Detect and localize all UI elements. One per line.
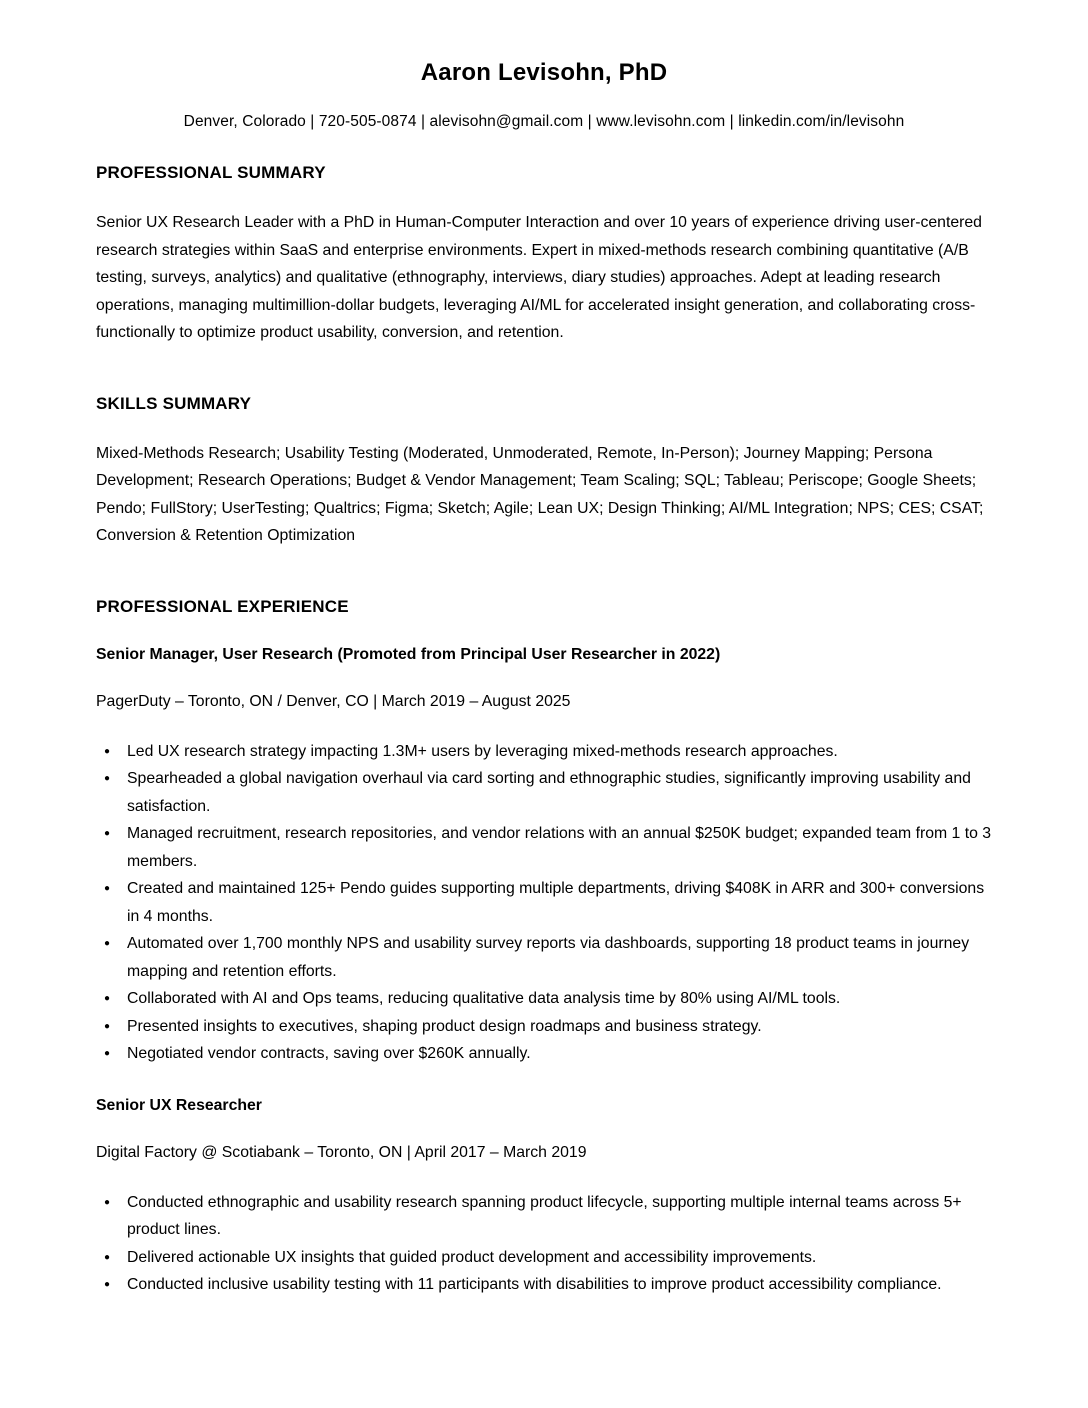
job-bullet-list-scotiabank	[96, 1189, 992, 1299]
bullet-item: ● Conducted ethnographic and usability research spanning product lifecycle, supporting multiple internal teams across 5+ product lines.	[96, 1189, 992, 1244]
job-title-pagerduty: Senior Manager, User Research (Promoted from Principal User Researcher in 2022)	[96, 645, 721, 663]
job-bullet-list-pagerduty	[96, 738, 992, 1068]
bullet-item: ● Managed recruitment, research repositories, and vendor relations with an annual $250K budget; expanded team from 1 to 3 members.	[96, 820, 992, 875]
professional-summary-paragraph: Senior UX Research Leader with a PhD in Human-Computer Interaction and over 10 years of experience driving user-centered research strategies within SaaS and enterprise environments. Expert in mixed-methods research combining quantitative (A/B testing, surveys, analytics) and qualitative (ethnography, interviews, diary studies) approaches. Adept at leading research operations, managing multimillion-dollar budgets, leveraging AI/ML for accelerated insight generation, and collaborating cross-functionally to optimize product usability, conversion, and retention.	[96, 214, 982, 341]
bullet-item: ● Conducted inclusive usability testing with 11 participants with disabilities to improve product accessibility compliance.	[96, 1271, 992, 1299]
bullet-item: ● Automated over 1,700 monthly NPS and usability survey reports via dashboards, supporting 18 product teams in journey mapping and retention efforts.	[96, 930, 992, 985]
contact-line: Denver, Colorado | 720-505-0874 | alevisohn@gmail.com | www.levisohn.com | linkedin.com/in/levisohn	[183, 113, 905, 130]
section-heading-professional-experience: PROFESSIONAL EXPERIENCE	[96, 596, 349, 616]
bullet-item: ● Negotiated vendor contracts, saving over $260K annually.	[96, 1040, 992, 1068]
job-title-scotiabank: Senior UX Researcher	[96, 1096, 262, 1114]
bullet-item: ● Spearheaded a global navigation overhaul via card sorting and ethnographic studies, significantly improving usability and satisfaction.	[96, 765, 992, 820]
bullet-item: ● Presented insights to executives, shaping product design roadmaps and business strategy.	[96, 1013, 992, 1041]
bullet-item: ● Collaborated with AI and Ops teams, reducing qualitative data analysis time by 80% using AI/ML tools.	[96, 985, 992, 1013]
job-meta-pagerduty: PagerDuty – Toronto, ON / Denver, CO | March 2019 – August 2025	[96, 692, 571, 710]
bullet-item: ● Delivered actionable UX insights that guided product development and accessibility improvements.	[96, 1244, 992, 1272]
section-heading-professional-summary: PROFESSIONAL SUMMARY	[96, 163, 326, 182]
resume-name: Aaron Levisohn, PhD	[420, 59, 668, 86]
bullet-item: ● Created and maintained 125+ Pendo guides supporting multiple departments, driving $408K in ARR and 300+ conversions in 4 months.	[96, 875, 992, 930]
job-meta-scotiabank: Digital Factory @ Scotiabank – Toronto, ON | April 2017 – March 2019	[96, 1143, 587, 1161]
section-heading-skills-summary: SKILLS SUMMARY	[96, 393, 252, 413]
skills-summary-paragraph: Mixed-Methods Research; Usability Testing (Moderated, Unmoderated, Remote, In-Person); Journey Mapping; Persona Development; Research Operations; Budget & Vendor Management; Team Scaling; SQL; Tableau; Periscope; Google Sheets; Pendo; FullStory; UserTesting; Qualtrics; Figma; Sketch; Agile; Lean UX; Design Thinking; AI/ML Integration; NPS; CES; CSAT; Conversion & Retention Optimization	[96, 444, 984, 544]
bullet-item: ● Led UX research strategy impacting 1.3M+ users by leveraging mixed-methods research approaches.	[96, 738, 992, 766]
